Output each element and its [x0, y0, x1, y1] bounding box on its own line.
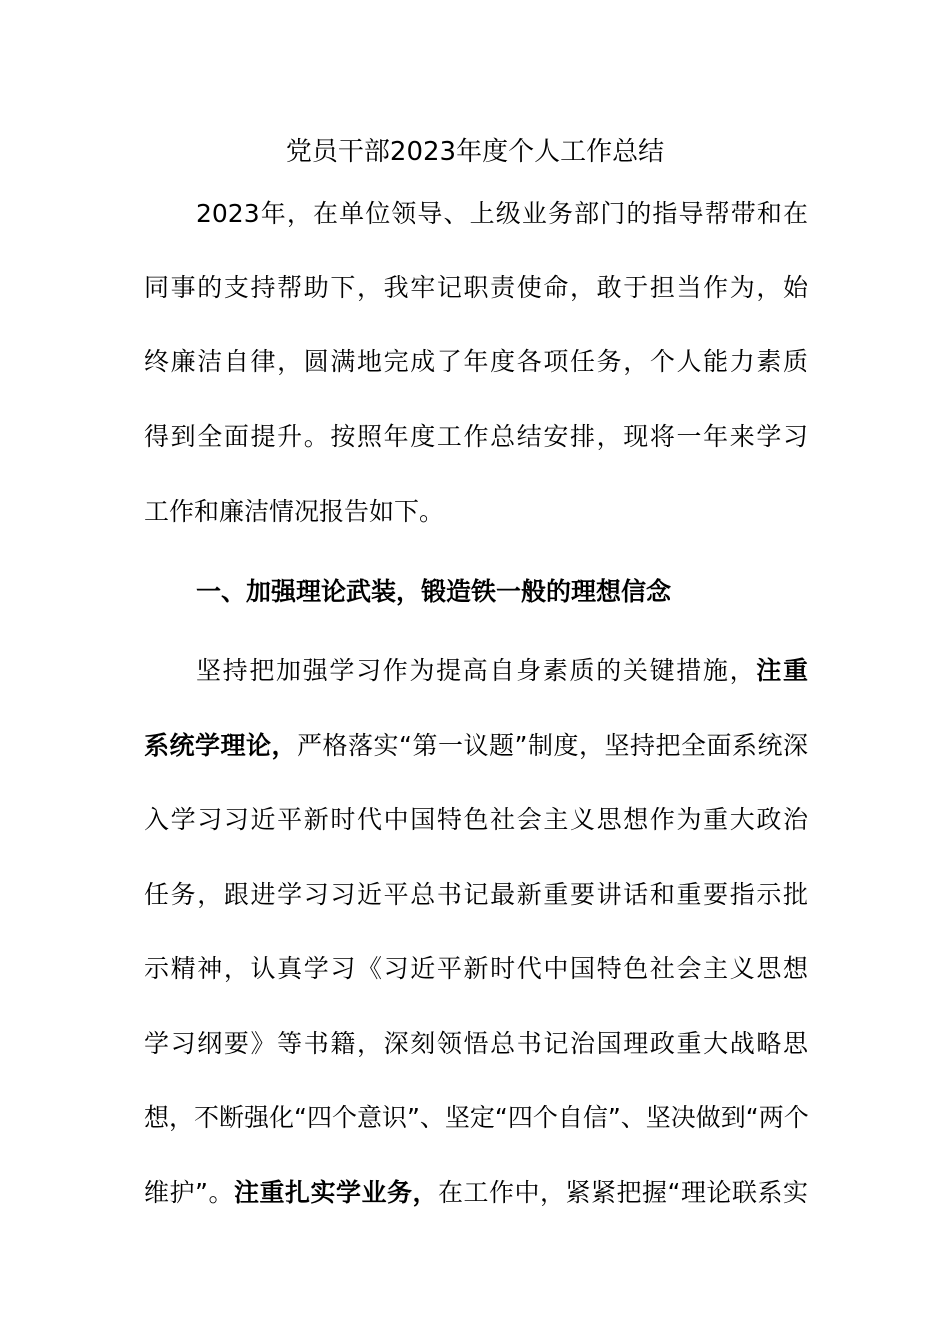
- section-1-line-5: 示精神，认真学习《习近平新时代中国特色社会主义思想: [144, 954, 808, 983]
- section-1-line-4: 任务，跟进学习习近平总书记最新重要讲话和重要指示批: [144, 880, 808, 909]
- intro-line-4: 得到全面提升。按照年度工作总结安排，现将一年来学习: [144, 422, 808, 451]
- section-1-line-8-text-b: 在工作中，紧紧把握“理论联系实: [438, 1178, 808, 1207]
- intro-line-3: 终廉洁自律，圆满地完成了年度各项任务，个人能力素质: [144, 347, 808, 376]
- section-1-line-2-text: 严格落实“第一议题”制度，坚持把全面系统深: [297, 731, 808, 760]
- section-1-line-2: [144, 726, 808, 766]
- intro-line-5: 工作和廉洁情况报告如下。: [144, 497, 445, 526]
- section-1-line-1-emphasis: 注重: [756, 656, 808, 685]
- document-title: 党员干部2023年度个人工作总结: [285, 137, 665, 167]
- section-1-line-3: 入学习习近平新时代中国特色社会主义思想作为重大政治: [144, 805, 808, 834]
- section-1-line-6: 学习纲要》等书籍，深刻领悟总书记治国理政重大战略思: [144, 1029, 808, 1058]
- section-1-line-8-emphasis: 注重扎实学业务，: [233, 1178, 438, 1207]
- intro-line-2: 同事的支持帮助下，我牢记职责使命，敢于担当作为，始: [144, 273, 808, 302]
- section-1-line-1: [196, 651, 808, 691]
- section-1-line-8-text-a: 维护”。: [144, 1178, 234, 1207]
- section-1-line-7: 想，不断强化“四个意识”、坚定“四个自信”、坚决做到“两个: [144, 1103, 809, 1132]
- section-1-line-8: [144, 1173, 808, 1213]
- section-1-line-2-emphasis: 系统学理论，: [144, 731, 298, 760]
- section-1-heading: 一、加强理论武装，锻造铁一般的理想信念: [196, 577, 672, 606]
- section-1-line-1-text: 坚持把加强学习作为提高自身素质的关键措施，: [196, 656, 757, 685]
- intro-line-1: 2023年，在单位领导、上级业务部门的指导帮带和在: [196, 199, 808, 228]
